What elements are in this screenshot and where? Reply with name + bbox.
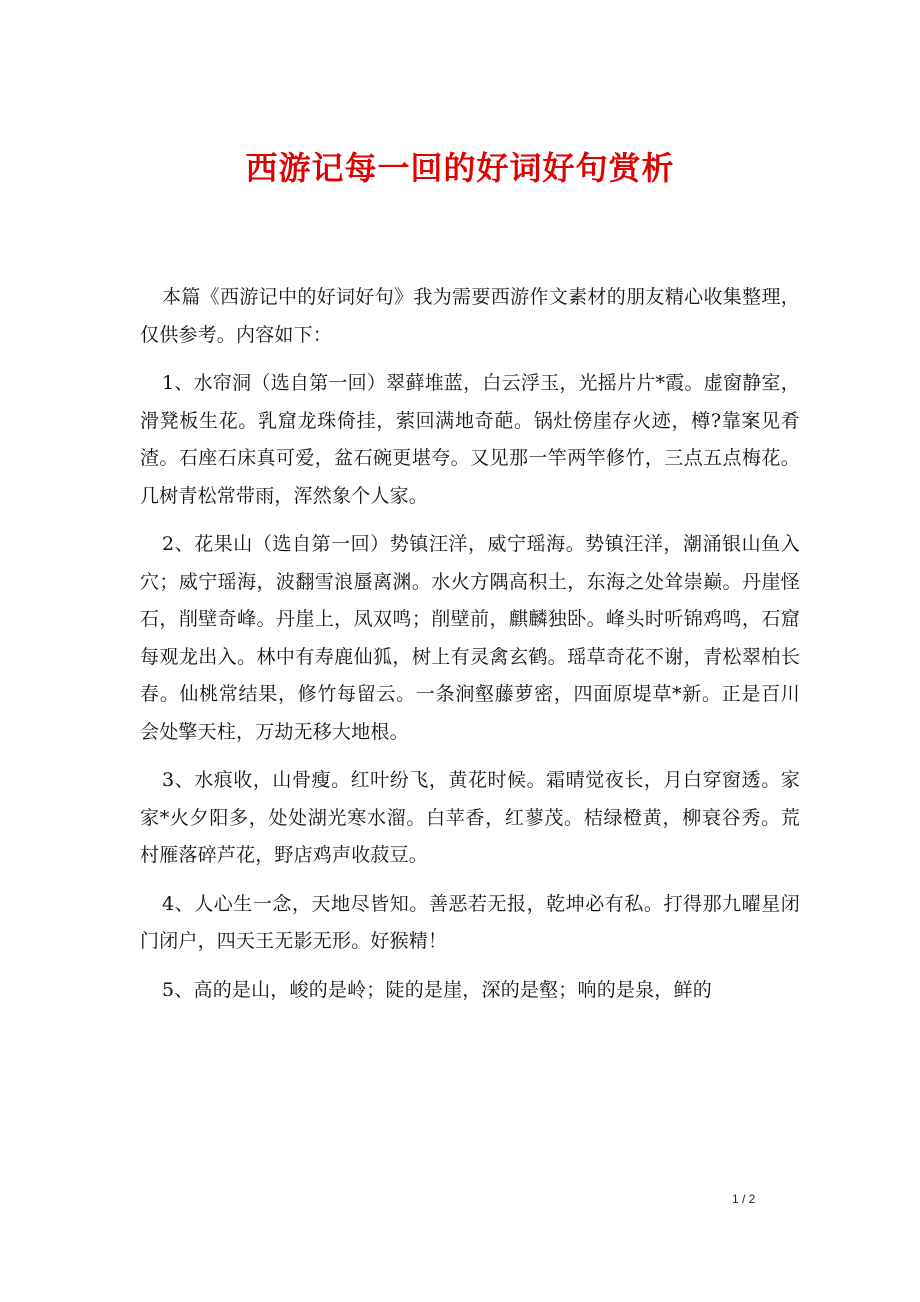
paragraph-item-1: 1、水帘洞（选自第一回）翠藓堆蓝，白云浮玉，光摇片片*霞。虚窗静室，滑凳板生花。乳窟龙珠倚挂，萦回满地奇葩。锅灶傍崖存火迹，樽?靠案见肴渣。石座石床真可爱，盆石碗更堪夸。又见那一竿两竿修竹，三点五点梅花。几树青松常带雨，浑然象个人家。 (140, 372, 800, 507)
paragraph-item-5: 5、高的是山，峻的是岭；陡的是崖，深的是壑；响的是泉，鲜的 (162, 978, 712, 1001)
paragraph-item-4: 4、人心生一念，天地尽皆知。善恶若无报，乾坤必有私。打得那九曜星闭门闭户，四天王无影无形。好猴精！ (140, 892, 800, 952)
page-number: 1 / 2 (732, 1192, 756, 1206)
paragraph-item-3: 3、水痕收，山骨瘦。红叶纷飞，黄花时候。霜晴觉夜长，月白穿窗透。家家*火夕阳多，处处湖光寒水溜。白苹香，红蓼茂。桔绿橙黄，柳衰谷秀。荒村雁落碎芦花，野店鸡声收菽豆。 (140, 769, 800, 866)
paragraph-item-2: 2、花果山（选自第一回）势镇汪洋，威宁瑶海。势镇汪洋，潮涌银山鱼入穴；威宁瑶海，波翻雪浪蜃离渊。水火方隅高积土，东海之处耸崇巅。丹崖怪石，削壁奇峰。丹崖上，凤双鸣；削壁前，麒麟独卧。峰头时听锦鸡鸣，石窟每观龙出入。林中有寿鹿仙狐，树上有灵禽玄鹤。瑶草奇花不谢，青松翠柏长春。仙桃常结果，修竹每留云。一条涧壑藤萝密，四面原堤草*新。正是百川会处擎天柱，万劫无移大地根。 (140, 533, 800, 743)
paragraph-intro: 本篇《西游记中的好词好句》我为需要西游作文素材的朋友精心收集整理，仅供参考。内容如下： (140, 286, 800, 346)
document-title: 西游记每一回的好词好句赏析 (245, 149, 675, 187)
document-body (140, 279, 800, 1020)
